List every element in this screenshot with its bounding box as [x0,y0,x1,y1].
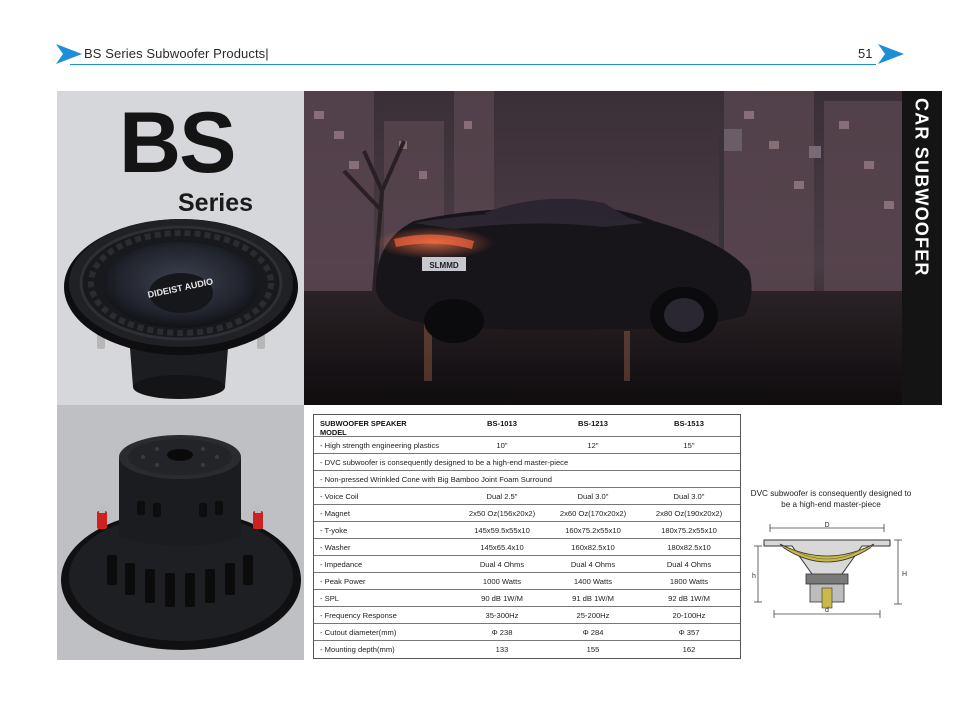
spec-header-row [314,415,740,437]
spec-row-label: - Non-pressed Wrinkled Cone with Big Bamboo Joint Foam Surround [320,474,552,484]
spec-row-value: 180x75.2x55x10 [661,525,717,535]
diagram-caption: DVC subwoofer is consequently designed to be a high-end master-piece [750,489,912,509]
spec-row [314,539,740,556]
spec-row-value: 12" [587,440,599,450]
category-label: CAR SUBWOOFER [911,98,932,277]
spec-row-label: - Peak Power [320,576,366,586]
spec-row-value: Dual 4 Ohms [570,559,616,569]
spec-row-value: 10" [496,440,508,450]
spec-row [314,454,740,471]
spec-row [314,471,740,488]
spec-row-label: - DVC subwoofer is consequently designed to be a high-end master-piece [320,457,569,467]
diagram-label-D: D [824,522,830,529]
spec-row-label: - SPL [320,593,339,603]
dimension-diagram [750,518,910,624]
spec-header-model: BS-1013 [487,419,517,428]
spec-row-label: - Voice Coil [320,491,359,501]
spec-row-value: 2x80 Oz(190x20x2) [655,508,723,518]
spec-row-value: 2x50 Oz(156x20x2) [468,508,536,518]
series-title: BS [119,95,235,191]
diagram-label-d: d [825,607,829,614]
spec-row [314,437,740,454]
spec-table [313,414,741,659]
subwoofer-front-image [57,217,304,405]
spec-row-value: Φ 238 [491,627,513,637]
spec-row [314,522,740,539]
spec-row [314,488,740,505]
spec-row-value: 1800 Watts [669,576,709,586]
subwoofer-back-image [57,405,304,660]
spec-row-value: Dual 4 Ohms [479,559,525,569]
header-title: BS Series Subwoofer Products| [84,46,269,61]
spec-row-label: - Frequency Response [320,610,397,620]
spec-row-value: 90 dB 1W/M [481,593,523,603]
spec-row-value: 162 [682,644,696,654]
spec-row-value: 92 dB 1W/M [668,593,710,603]
spec-header-model: BS-1513 [674,419,704,428]
car-photo [304,91,902,405]
woofer-badge: DIDEIST AUDIO [146,276,215,300]
spec-row-label: - Impedance [320,559,363,569]
spec-row-value: 15" [683,440,695,450]
spec-row-value: Φ 284 [582,627,604,637]
spec-row [314,556,740,573]
spec-row-value: 25-200Hz [576,610,610,620]
page-number: 51 [858,46,873,61]
spec-row-value: 145x59.5x55x10 [474,525,530,535]
spec-row [314,624,740,641]
spec-row-value: Dual 4 Ohms [666,559,712,569]
header-arrow-right-icon [878,44,904,64]
diagram-label-H: H [902,571,908,578]
spec-row-value: 20-100Hz [672,610,706,620]
spec-row-value: 91 dB 1W/M [572,593,614,603]
subwoofer-back-panel [57,405,304,660]
diagram-label-h: h [752,573,756,580]
spec-row-value: 155 [586,644,600,654]
spec-row-value: 160x75.2x55x10 [565,525,621,535]
spec-header-model: BS-1213 [578,419,608,428]
series-subtitle: Series [178,189,254,217]
spec-row-value: Dual 3.0" [577,491,609,501]
spec-row-label: - Cutout diameter(mm) [320,627,397,637]
spec-row-value: Φ 357 [678,627,700,637]
header-divider [70,64,876,65]
spec-row-label: - T-yoke [320,525,348,535]
spec-row [314,590,740,607]
brand-panel [57,91,304,405]
spec-row-value: 1000 Watts [482,576,522,586]
spec-row [314,573,740,590]
spec-row-value: 160x82.5x10 [571,542,615,552]
spec-row-value: Dual 3.0" [673,491,705,501]
spec-row-value: 35-300Hz [485,610,519,620]
spec-row-value: 1400 Watts [573,576,613,586]
spec-row-label: - Washer [320,542,351,552]
spec-row-value: 180x82.5x10 [667,542,711,552]
license-plate: SLMMD [429,261,459,270]
spec-row-value: 2x60 Oz(170x20x2) [559,508,627,518]
spec-header-label: SUBWOOFER SPEAKER MODEL [320,419,407,437]
spec-row-value: 145x65.4x10 [480,542,524,552]
header-arrow-left-icon [56,44,82,64]
spec-row-label: - Mounting depth(mm) [320,644,395,654]
spec-row-value: Dual 2.5" [486,491,518,501]
spec-row-value: 133 [495,644,509,654]
spec-row-label: - High strength engineering plastics [320,440,440,450]
spec-row-label: - Magnet [320,508,350,518]
spec-row [314,505,740,522]
spec-row [314,641,740,658]
spec-row [314,607,740,624]
